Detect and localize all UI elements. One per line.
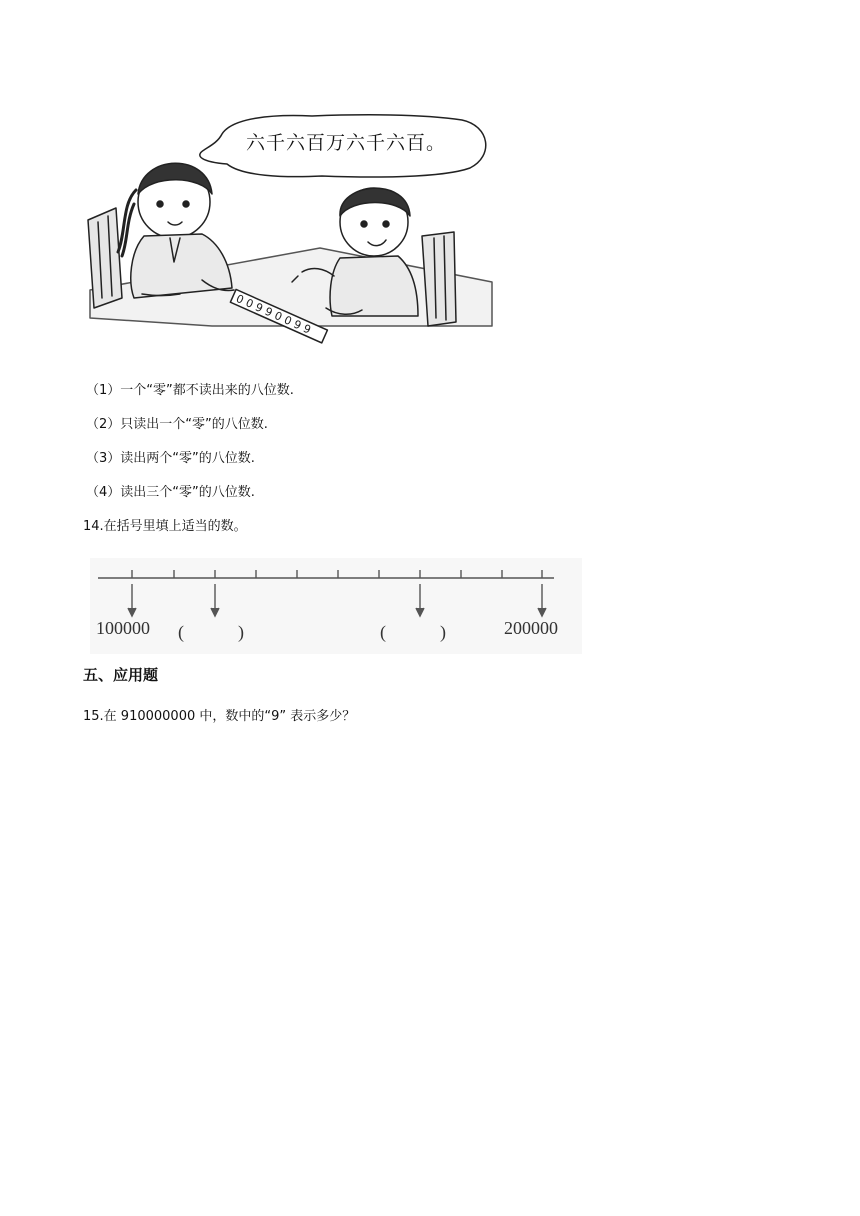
number-line	[90, 558, 582, 654]
speech-bubble-text: 六千六百万六千六百。	[246, 132, 447, 154]
section-title: 五、应用题	[83, 666, 159, 684]
sub-question-1: （1）一个“零”都不读出来的八位数.	[86, 383, 294, 398]
question-15-text: 15.在 910000000 中，数中的“9” 表示多少？	[83, 709, 356, 724]
label-100000: 100000	[96, 618, 150, 638]
label-200000: 200000	[504, 618, 558, 638]
number-cards: 0 0 9 9 0 0 9 9	[234, 291, 313, 337]
number-line-figure	[90, 558, 582, 654]
sub-question-2: （2）只读出一个“零”的八位数.	[86, 417, 268, 432]
question-14-text: 14.在括号里填上适当的数。	[83, 519, 247, 534]
answer-blank-2[interactable]: ( )	[380, 622, 446, 642]
sub-question-3: （3）读出两个“零”的八位数.	[86, 451, 255, 466]
sub-question-4: （4）读出三个“零”的八位数.	[86, 485, 255, 500]
answer-blank-1[interactable]: ( )	[178, 622, 244, 642]
